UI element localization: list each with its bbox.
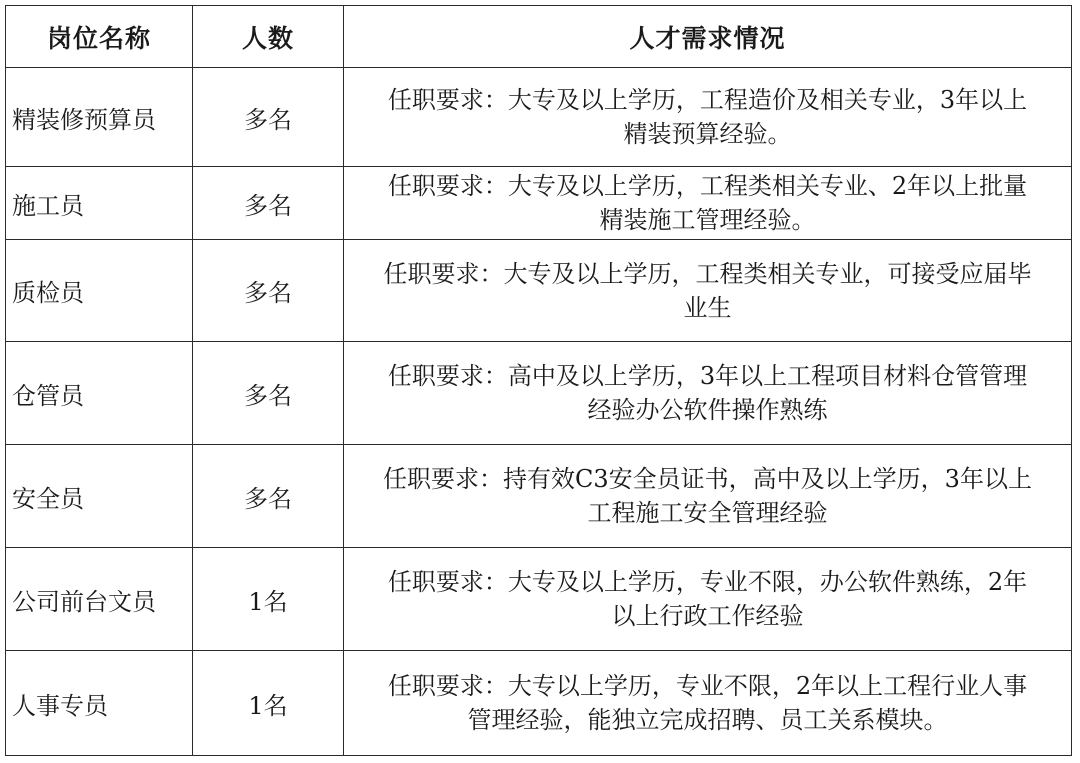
requirement-line: 任职要求：大专及以上学历，工程造价及相关专业，3年以上 [387,86,1028,114]
count-cell: 多名 [193,445,344,548]
requirement-cell [344,342,1072,445]
requirement-line: 任职要求：持有效C3安全员证书，高中及以上学历，3年以上 [383,465,1032,493]
requirement-line: 任职要求：大专及以上学历，工程类相关专业，可接受应届毕 [383,259,1032,288]
requirement-cell [344,167,1072,240]
count-cell: 多名 [193,167,344,240]
position-cell: 公司前台文员 [6,548,193,651]
requirement-cell [344,240,1072,342]
requirement-line: 任职要求：大专及以上学历，工程类相关专业、2年以上批量 [387,172,1028,200]
requirement-line: 精装施工管理经验。 [599,206,816,234]
requirement-line: 任职要求：高中及以上学历，3年以上工程项目材料仓管管理 [387,362,1028,390]
requirement-line: 业生 [683,293,732,322]
count-cell: 1名 [193,651,344,756]
position-cell: 安全员 [6,445,193,548]
table-row [6,548,1072,651]
requirement-cell [344,548,1072,651]
table-row [6,342,1072,445]
requirement-line: 任职要求：大专以上学历，专业不限，2年以上工程行业人事 [387,672,1028,700]
table-row [6,68,1072,167]
requirement-cell [344,651,1072,756]
count-cell: 多名 [193,240,344,342]
requirement-line: 以上行政工作经验 [611,602,804,630]
requirement-cell [344,68,1072,167]
position-cell: 仓管员 [6,342,193,445]
table-row [6,651,1072,756]
position-cell: 施工员 [6,167,193,240]
requirement-line: 精装预算经验。 [623,120,792,148]
table-row [6,167,1072,240]
table-row [6,240,1072,342]
requirement-line: 任职要求：大专及以上学历，专业不限，办公软件熟练，2年 [387,568,1028,596]
position-cell: 质检员 [6,240,193,342]
table-row [6,445,1072,548]
table-header-row [6,6,1072,68]
requirement-line: 管理经验，能独立完成招聘、员工关系模块。 [467,706,948,734]
recruitment-table [5,5,1072,756]
requirement-cell [344,445,1072,548]
count-cell: 多名 [193,68,344,167]
count-cell: 多名 [193,342,344,445]
requirement-line: 工程施工安全管理经验 [587,499,828,527]
count-cell: 1名 [193,548,344,651]
position-cell: 精装修预算员 [6,68,193,167]
header-position: 岗位名称 [6,6,193,68]
recruitment-table-container [5,5,1071,756]
header-requirements: 人才需求情况 [344,6,1072,68]
header-count: 人数 [193,6,344,68]
position-cell: 人事专员 [6,651,193,756]
requirement-line: 经验办公软件操作熟练 [587,396,828,424]
